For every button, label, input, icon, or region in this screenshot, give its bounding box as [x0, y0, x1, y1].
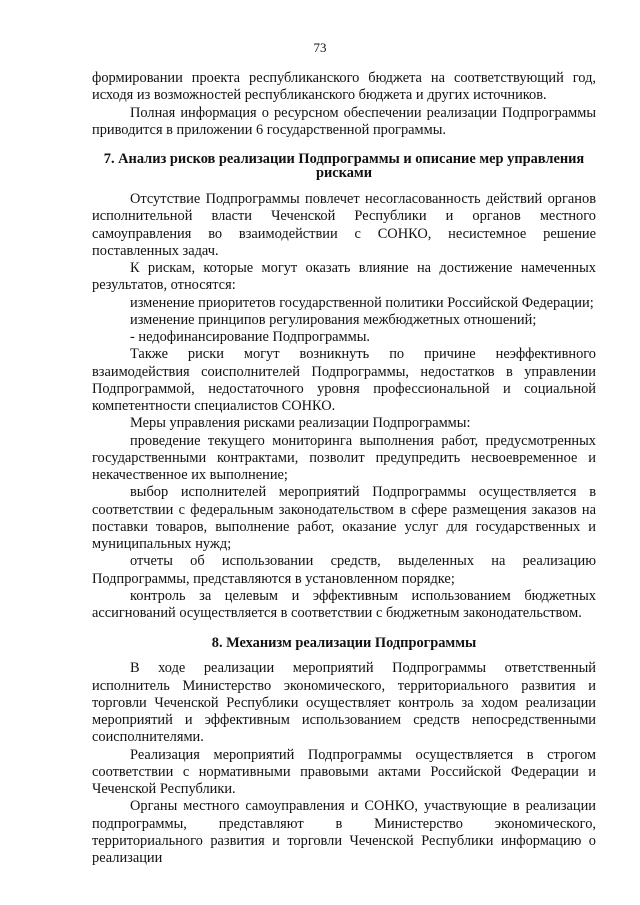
page-number: 73	[313, 40, 327, 55]
paragraph-mechanism-reporting: Органы местного самоуправления и СОНКО, участвующие в реализации подпрограммы, представляют в Министерство экономического, территориального развития и торговли Чеченской Республики информацию о реализации	[92, 798, 596, 866]
measure-item: контроль за целевым и эффективным использованием бюджетных ассигнований осуществляется в соответствии с бюджетным законодательством.	[92, 587, 596, 621]
measure-item: выбор исполнителей мероприятий Подпрограммы осуществляется в соответствии с федеральным законодательством в сфере размещения заказов на поставки товаров, выполнение работ, оказание услуг для государственных и муниципальных нужд;	[92, 484, 596, 552]
risk-item: - недофинансирование Подпрограммы.	[130, 329, 371, 345]
paragraph-additional-risks: Также риски могут возникнуть по причине неэффективного взаимодействия соисполнителей Подпрограммы, недостатков в управлении Подпрограммой, недостаточного уровня профессиональной и социальной компетентности специалистов СОНКО.	[92, 346, 596, 414]
paragraph-resource-info: Полная информация о ресурсном обеспечении реализации Подпрограммы приводится в приложении 6 государственной программы.	[92, 104, 596, 138]
risk-item: изменение принципов регулирования межбюджетных отношений;	[130, 311, 537, 328]
measure-item: отчеты об использовании средств, выделенных на реализацию Подпрограммы, представляются в установленном порядке;	[92, 553, 596, 587]
section-8-heading: 8. Механизм реализации Подпрограммы	[211, 635, 477, 652]
risk-item: изменение приоритетов государственной политики Российской Федерации;	[130, 294, 594, 311]
paragraph-mechanism-control: В ходе реализации мероприятий Подпрограммы ответственный исполнитель Министерство экономического, территориального развития и торговли Чеченской Республики осуществляет контроль за ходом реализации мероприятий и эффективным использованием средств непосредственными соисполнителями.	[92, 660, 596, 746]
paragraph-measures-intro: Меры управления рисками реализации Подпрограммы:	[130, 415, 471, 432]
paragraph-mechanism-compliance: Реализация мероприятий Подпрограммы осуществляется в строгом соответствии с нормативными правовыми актами Российской Федерации и Чеченской Республики.	[92, 746, 596, 797]
paragraph-absence-consequences: Отсутствие Подпрограммы повлечет несогласованность действий органов исполнительной власти Чеченской Республики и органов местного самоуправления во взаимодействии с СОНКО, несистемное решение поставленных задач.	[92, 191, 596, 259]
measure-item: проведение текущего мониторинга выполнения работ, предусмотренных государственными контрактами, позволит предупредить несвоевременное и некачественное их выполнение;	[92, 432, 596, 483]
paragraph-continuation: формировании проекта республиканского бюджета на соответствующий год, исходя из возможностей республиканского бюджета и других источников.	[92, 70, 596, 104]
page-content	[92, 70, 596, 867]
paragraph-risks-intro: К рискам, которые могут оказать влияние на достижение намеченных результатов, относятся:	[92, 260, 596, 294]
section-7-heading: 7. Анализ рисков реализации Подпрограммы и описание мер управления рисками	[103, 151, 585, 181]
